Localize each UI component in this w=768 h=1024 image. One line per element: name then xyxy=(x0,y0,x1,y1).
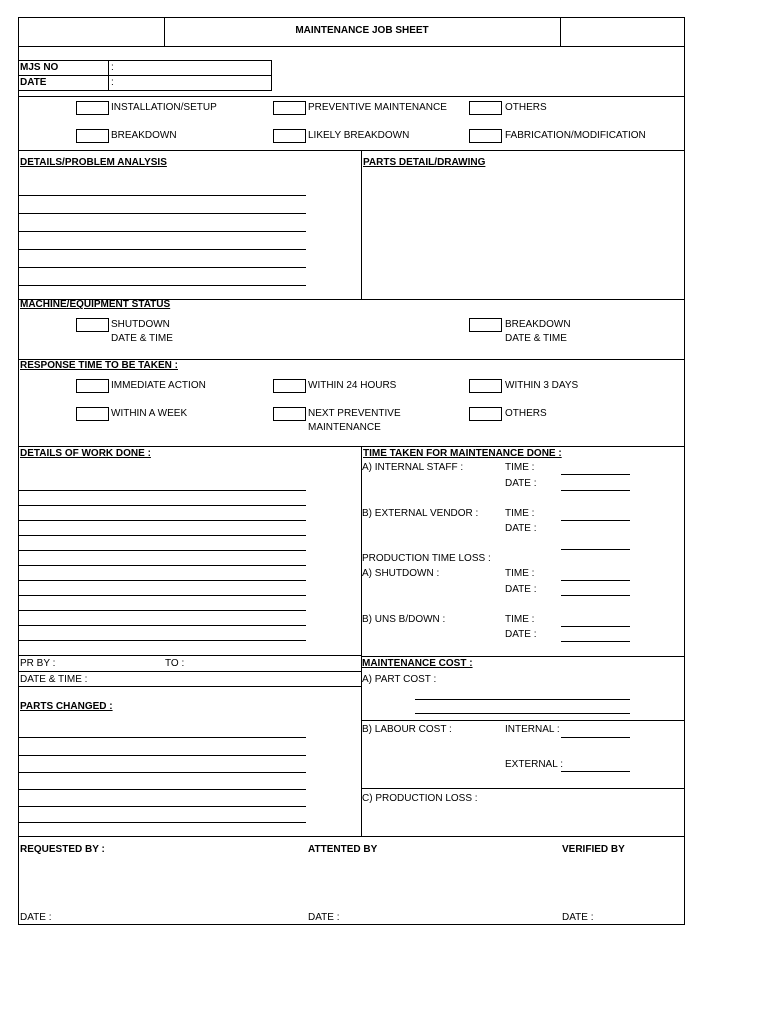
shutdown-date-label: DATE : xyxy=(505,584,537,595)
details-line[interactable] xyxy=(18,231,306,232)
within-a-week-label: WITHIN A WEEK xyxy=(111,408,188,419)
production-loss-cost-label: C) PRODUCTION LOSS : xyxy=(362,793,478,804)
likely-breakdown-label: LIKELY BREAKDOWN xyxy=(308,130,410,141)
status-breakdown-label: BREAKDOWN xyxy=(505,319,571,330)
verified-date-label: DATE : xyxy=(562,912,594,923)
divider xyxy=(361,720,685,721)
internal-time-line[interactable] xyxy=(561,474,630,475)
shutdown-datetime-label: DATE & TIME xyxy=(111,333,173,344)
shutdown-checkbox[interactable] xyxy=(76,318,109,332)
divider xyxy=(18,655,361,656)
within-24-hours-checkbox[interactable] xyxy=(273,379,306,393)
immediate-action-label: IMMEDIATE ACTION xyxy=(111,380,206,391)
labour-cost-label: B) LABOUR COST : xyxy=(362,724,452,735)
divider xyxy=(361,788,685,789)
divider xyxy=(18,46,685,47)
internal-staff-label: A) INTERNAL STAFF : xyxy=(362,462,464,473)
title-divider-right xyxy=(560,17,561,46)
mjs-no-field[interactable]: : xyxy=(111,62,114,73)
work-done-line[interactable] xyxy=(18,640,306,641)
parts-changed-heading: PARTS CHANGED : xyxy=(20,701,113,712)
page-title: MAINTENANCE JOB SHEET xyxy=(295,25,429,36)
parts-changed-line[interactable] xyxy=(18,772,306,773)
labour-external-label: EXTERNAL : xyxy=(505,759,563,770)
work-done-line[interactable] xyxy=(18,580,306,581)
within-a-week-checkbox[interactable] xyxy=(76,407,109,421)
date-label: DATE xyxy=(20,77,47,88)
breakdown-label: BREAKDOWN xyxy=(111,130,177,141)
internal-time-label: TIME : xyxy=(505,462,535,473)
work-done-line[interactable] xyxy=(18,595,306,596)
uns-bdown-label: B) UNS B/DOWN : xyxy=(362,614,446,625)
preventive-maintenance-checkbox[interactable] xyxy=(273,101,306,115)
divider xyxy=(18,686,361,687)
work-done-heading: DETAILS OF WORK DONE : xyxy=(20,448,151,459)
within-3-days-checkbox[interactable] xyxy=(469,379,502,393)
shutdown-date-line[interactable] xyxy=(561,595,630,596)
external-date-label: DATE : xyxy=(505,523,537,534)
shutdown-time-field-label: TIME : xyxy=(505,568,535,579)
external-time-label: TIME : xyxy=(505,508,535,519)
divider xyxy=(18,836,685,837)
response-others-label: OTHERS xyxy=(505,408,547,419)
divider xyxy=(18,671,361,672)
external-date-line[interactable] xyxy=(561,549,630,550)
shutdown-time-label: A) SHUTDOWN : xyxy=(362,568,440,579)
parts-changed-line[interactable] xyxy=(18,806,306,807)
parts-changed-line[interactable] xyxy=(18,737,306,738)
fabrication-label: FABRICATION/MODIFICATION xyxy=(505,130,646,141)
parts-detail-heading: PARTS DETAIL/DRAWING xyxy=(363,157,486,168)
verified-by-label: VERIFIED BY xyxy=(562,844,625,855)
uns-date-line[interactable] xyxy=(561,641,630,642)
uns-date-label: DATE : xyxy=(505,629,537,640)
labour-internal-label: INTERNAL : xyxy=(505,724,560,735)
date-field[interactable]: : xyxy=(111,77,114,88)
work-done-line[interactable] xyxy=(18,625,306,626)
details-line[interactable] xyxy=(18,195,306,196)
uns-time-label: TIME : xyxy=(505,614,535,625)
details-line[interactable] xyxy=(18,285,306,286)
parts-changed-line[interactable] xyxy=(18,789,306,790)
time-taken-heading: TIME TAKEN FOR MAINTENANCE DONE : xyxy=(363,448,562,459)
divider xyxy=(361,656,685,657)
parts-changed-line[interactable] xyxy=(18,822,306,823)
installation-checkbox[interactable] xyxy=(76,101,109,115)
next-preventive-label-2: MAINTENANCE xyxy=(308,422,381,433)
internal-date-line[interactable] xyxy=(561,490,630,491)
external-time-line[interactable] xyxy=(561,520,630,521)
parts-changed-line[interactable] xyxy=(18,755,306,756)
divider xyxy=(361,150,362,299)
part-cost-line[interactable] xyxy=(415,699,630,700)
likely-breakdown-checkbox[interactable] xyxy=(273,129,306,143)
attended-by-label: ATTENTED BY xyxy=(308,844,378,855)
details-problem-heading: DETAILS/PROBLEM ANALYSIS xyxy=(20,157,167,168)
divider xyxy=(18,96,685,97)
response-time-heading: RESPONSE TIME TO BE TAKEN : xyxy=(20,360,178,371)
details-line[interactable] xyxy=(18,267,306,268)
divider xyxy=(108,60,109,91)
divider xyxy=(361,446,362,836)
part-cost-label: A) PART COST : xyxy=(362,674,437,685)
machine-status-heading: MACHINE/EQUIPMENT STATUS xyxy=(20,299,171,310)
work-done-line[interactable] xyxy=(18,610,306,611)
labour-external-line[interactable] xyxy=(561,771,630,772)
divider xyxy=(18,446,685,447)
breakdown-checkbox[interactable] xyxy=(76,129,109,143)
mjs-no-label: MJS NO xyxy=(20,62,59,73)
shutdown-label: SHUTDOWN xyxy=(111,319,170,330)
divider xyxy=(18,150,685,151)
work-done-line[interactable] xyxy=(18,550,306,551)
others-label: OTHERS xyxy=(505,102,547,113)
to-label: TO : xyxy=(165,658,185,669)
requested-by-label: REQUESTED BY : xyxy=(20,844,105,855)
details-line[interactable] xyxy=(18,213,306,214)
uns-time-line[interactable] xyxy=(561,626,630,627)
labour-internal-line[interactable] xyxy=(561,737,630,738)
response-others-checkbox[interactable] xyxy=(469,407,502,421)
pr-datetime-label: DATE & TIME : xyxy=(20,674,88,685)
work-done-line[interactable] xyxy=(18,535,306,536)
immediate-action-checkbox[interactable] xyxy=(76,379,109,393)
fabrication-checkbox[interactable] xyxy=(469,129,502,143)
external-vendor-label: B) EXTERNAL VENDOR : xyxy=(362,508,479,519)
attended-date-label: DATE : xyxy=(308,912,340,923)
shutdown-time-line[interactable] xyxy=(561,580,630,581)
installation-label: INSTALLATION/SETUP xyxy=(111,102,217,113)
preventive-maintenance-label: PREVENTIVE MAINTENANCE xyxy=(308,102,447,113)
divider xyxy=(18,75,272,76)
status-breakdown-checkbox[interactable] xyxy=(469,318,502,332)
within-24-hours-label: WITHIN 24 HOURS xyxy=(308,380,397,391)
production-loss-label: PRODUCTION TIME LOSS : xyxy=(362,553,491,564)
details-line[interactable] xyxy=(18,249,306,250)
work-done-line[interactable] xyxy=(18,520,306,521)
requested-date-label: DATE : xyxy=(20,912,52,923)
work-done-line[interactable] xyxy=(18,565,306,566)
next-preventive-label: NEXT PREVENTIVE xyxy=(308,408,401,419)
others-checkbox[interactable] xyxy=(469,101,502,115)
within-3-days-label: WITHIN 3 DAYS xyxy=(505,380,579,391)
work-done-line[interactable] xyxy=(18,505,306,506)
part-cost-line[interactable] xyxy=(415,713,630,714)
breakdown-datetime-label: DATE & TIME xyxy=(505,333,567,344)
work-done-line[interactable] xyxy=(18,490,306,491)
pr-by-label: PR BY : xyxy=(20,658,56,669)
maintenance-cost-heading: MAINTENANCE COST : xyxy=(362,658,473,669)
internal-date-label: DATE : xyxy=(505,478,537,489)
next-preventive-checkbox[interactable] xyxy=(273,407,306,421)
